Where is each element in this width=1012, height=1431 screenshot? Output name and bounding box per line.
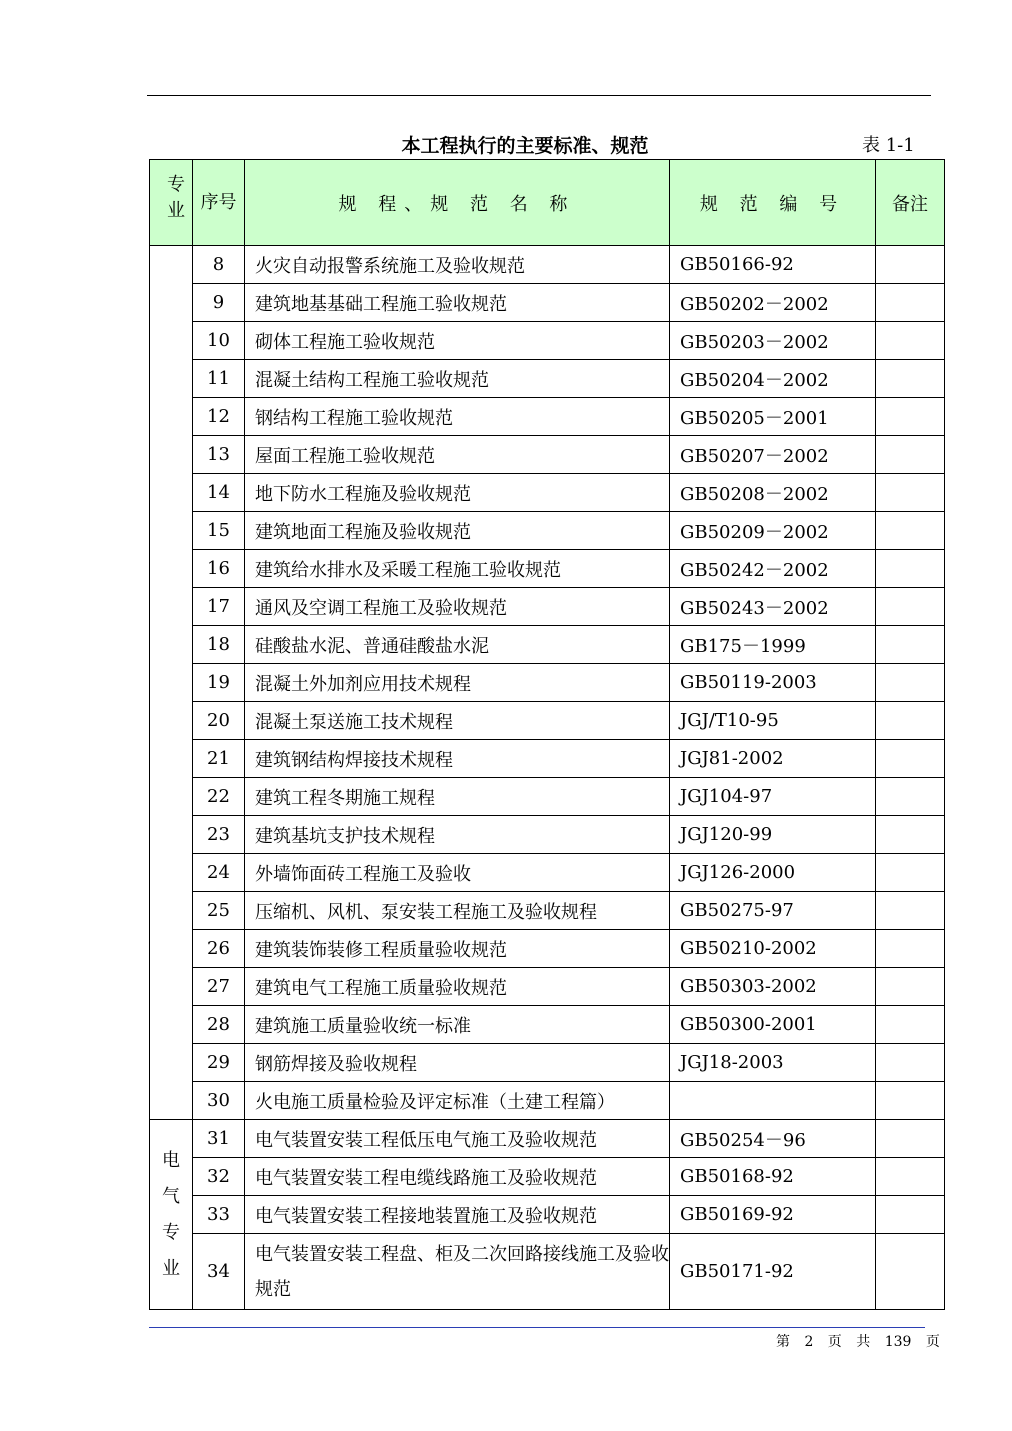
row-number: 20 (193, 702, 245, 740)
standard-code: GB50209－2002 (670, 512, 876, 550)
standard-name: 混凝土泵送施工技术规程 (245, 702, 670, 740)
remark-cell (876, 892, 945, 930)
row-number: 26 (193, 930, 245, 968)
standard-name: 建筑给水排水及采暖工程施工验收规范 (245, 550, 670, 588)
standard-code: GB50202－2002 (670, 284, 876, 322)
row-number: 30 (193, 1082, 245, 1120)
row-number: 15 (193, 512, 245, 550)
standard-code (670, 1082, 876, 1120)
standard-code: GB50166-92 (670, 246, 876, 284)
table-number: 表 1-1 (862, 135, 915, 156)
table-row (150, 1006, 945, 1044)
standard-name: 压缩机、风机、泵安装工程施工及验收规程 (245, 892, 670, 930)
standards-table (149, 159, 945, 1310)
header-major: 专业 (150, 160, 193, 246)
standard-code: GB50208－2002 (670, 474, 876, 512)
footer-rule (149, 1327, 925, 1328)
standard-name: 地下防水工程施及验收规范 (245, 474, 670, 512)
row-number: 23 (193, 816, 245, 854)
standard-code: GB50205－2001 (670, 398, 876, 436)
row-number: 27 (193, 968, 245, 1006)
remark-cell (876, 854, 945, 892)
table-row (150, 1044, 945, 1082)
standard-name: 建筑装饰装修工程质量验收规范 (245, 930, 670, 968)
standard-code: JGJ126-2000 (670, 854, 876, 892)
remark-cell (876, 512, 945, 550)
table-row (150, 930, 945, 968)
header-code: 规 范 编 号 (670, 160, 876, 246)
remark-cell (876, 246, 945, 284)
table-row (150, 550, 945, 588)
table-row (150, 626, 945, 664)
remark-cell (876, 1196, 945, 1234)
table-row (150, 360, 945, 398)
row-number: 12 (193, 398, 245, 436)
table-row (150, 322, 945, 360)
standard-code: JGJ104-97 (670, 778, 876, 816)
standard-code: GB50171-92 (670, 1234, 876, 1310)
remark-cell (876, 474, 945, 512)
row-number: 9 (193, 284, 245, 322)
table-row (150, 512, 945, 550)
standard-name: 建筑电气工程施工质量验收规范 (245, 968, 670, 1006)
standard-name: 混凝土结构工程施工验收规范 (245, 360, 670, 398)
row-number: 32 (193, 1158, 245, 1196)
standard-name: 建筑地基基础工程施工验收规范 (245, 284, 670, 322)
remark-cell (876, 1158, 945, 1196)
standard-code: GB50203－2002 (670, 322, 876, 360)
standard-name: 钢结构工程施工验收规范 (245, 398, 670, 436)
table-row (150, 702, 945, 740)
remark-cell (876, 1006, 945, 1044)
remark-cell (876, 968, 945, 1006)
table-row (150, 664, 945, 702)
standard-name: 屋面工程施工验收规范 (245, 436, 670, 474)
standard-name: 火电施工质量检验及评定标准（土建工程篇） (245, 1082, 670, 1120)
standard-name: 建筑施工质量验收统一标准 (245, 1006, 670, 1044)
standard-name: 电气装置安装工程电缆线路施工及验收规范 (245, 1158, 670, 1196)
table-row (150, 968, 945, 1006)
table-row (150, 854, 945, 892)
standard-name: 建筑地面工程施及验收规范 (245, 512, 670, 550)
table-row (150, 778, 945, 816)
standard-code: GB50254－96 (670, 1120, 876, 1158)
standard-code: GB50243－2002 (670, 588, 876, 626)
remark-cell (876, 664, 945, 702)
major-cell (150, 246, 193, 1120)
standard-name: 钢筋焊接及验收规程 (245, 1044, 670, 1082)
row-number: 24 (193, 854, 245, 892)
standard-code: GB50300-2001 (670, 1006, 876, 1044)
standard-code: JGJ120-99 (670, 816, 876, 854)
remark-cell (876, 1044, 945, 1082)
standard-code: GB50204－2002 (670, 360, 876, 398)
remark-cell (876, 626, 945, 664)
standard-code: JGJ18-2003 (670, 1044, 876, 1082)
row-number: 25 (193, 892, 245, 930)
major-cell: 电气专业 (150, 1120, 193, 1310)
table-body (150, 246, 945, 1310)
standard-code: GB50210-2002 (670, 930, 876, 968)
remark-cell (876, 930, 945, 968)
table-title: 本工程执行的主要标准、规范 (401, 135, 649, 157)
remark-cell (876, 740, 945, 778)
remark-cell (876, 1082, 945, 1120)
standard-name: 混凝土外加剂应用技术规程 (245, 664, 670, 702)
standard-name: 外墙饰面砖工程施工及验收 (245, 854, 670, 892)
row-number: 19 (193, 664, 245, 702)
table-row (150, 474, 945, 512)
table-row (150, 588, 945, 626)
row-number: 31 (193, 1120, 245, 1158)
table-row (150, 1234, 945, 1310)
header-remark: 备注 (876, 160, 945, 246)
page-footer: 第 2 页 共 139 页 (776, 1334, 940, 1350)
standard-code: GB175－1999 (670, 626, 876, 664)
table-row (150, 1120, 945, 1158)
remark-cell (876, 778, 945, 816)
remark-cell (876, 398, 945, 436)
row-number: 13 (193, 436, 245, 474)
table-row (150, 1082, 945, 1120)
table-header-row (150, 160, 945, 246)
row-number: 14 (193, 474, 245, 512)
standard-code: GB50119-2003 (670, 664, 876, 702)
remark-cell (876, 816, 945, 854)
row-number: 18 (193, 626, 245, 664)
standard-code: GB50275-97 (670, 892, 876, 930)
table-row (150, 1158, 945, 1196)
row-number: 28 (193, 1006, 245, 1044)
table-row (150, 398, 945, 436)
table-row (150, 246, 945, 284)
row-number: 11 (193, 360, 245, 398)
remark-cell (876, 588, 945, 626)
remark-cell (876, 436, 945, 474)
standard-name: 火灾自动报警系统施工及验收规范 (245, 246, 670, 284)
table-row (150, 816, 945, 854)
standard-name: 硅酸盐水泥、普通硅酸盐水泥 (245, 626, 670, 664)
remark-cell (876, 322, 945, 360)
row-number: 8 (193, 246, 245, 284)
remark-cell (876, 1234, 945, 1310)
standard-name: 建筑钢结构焊接技术规程 (245, 740, 670, 778)
standard-code: JGJ/T10-95 (670, 702, 876, 740)
standard-code: GB50303-2002 (670, 968, 876, 1006)
standard-code: GB50169-92 (670, 1196, 876, 1234)
standard-code: GB50207－2002 (670, 436, 876, 474)
remark-cell (876, 360, 945, 398)
remark-cell (876, 702, 945, 740)
row-number: 17 (193, 588, 245, 626)
header-rule (147, 95, 931, 96)
standard-name: 电气装置安装工程接地装置施工及验收规范 (245, 1196, 670, 1234)
standard-name: 通风及空调工程施工及验收规范 (245, 588, 670, 626)
table-row (150, 284, 945, 322)
row-number: 34 (193, 1234, 245, 1310)
row-number: 21 (193, 740, 245, 778)
standard-code: GB50168-92 (670, 1158, 876, 1196)
standard-name: 电气装置安装工程低压电气施工及验收规范 (245, 1120, 670, 1158)
remark-cell (876, 550, 945, 588)
row-number: 29 (193, 1044, 245, 1082)
standard-name: 建筑基坑支护技术规程 (245, 816, 670, 854)
standard-name: 建筑工程冬期施工规程 (245, 778, 670, 816)
remark-cell (876, 284, 945, 322)
table-row (150, 1196, 945, 1234)
table-row (150, 740, 945, 778)
standard-name: 电气装置安装工程盘、柜及二次回路接线施工及验收规范 (245, 1234, 670, 1310)
header-name: 规 程、规 范 名 称 (245, 160, 670, 246)
standard-code: GB50242－2002 (670, 550, 876, 588)
standard-code: JGJ81-2002 (670, 740, 876, 778)
header-seq: 序号 (193, 160, 245, 246)
remark-cell (876, 1120, 945, 1158)
row-number: 22 (193, 778, 245, 816)
table-row (150, 892, 945, 930)
standard-name: 砌体工程施工验收规范 (245, 322, 670, 360)
row-number: 10 (193, 322, 245, 360)
table-row (150, 436, 945, 474)
row-number: 16 (193, 550, 245, 588)
row-number: 33 (193, 1196, 245, 1234)
